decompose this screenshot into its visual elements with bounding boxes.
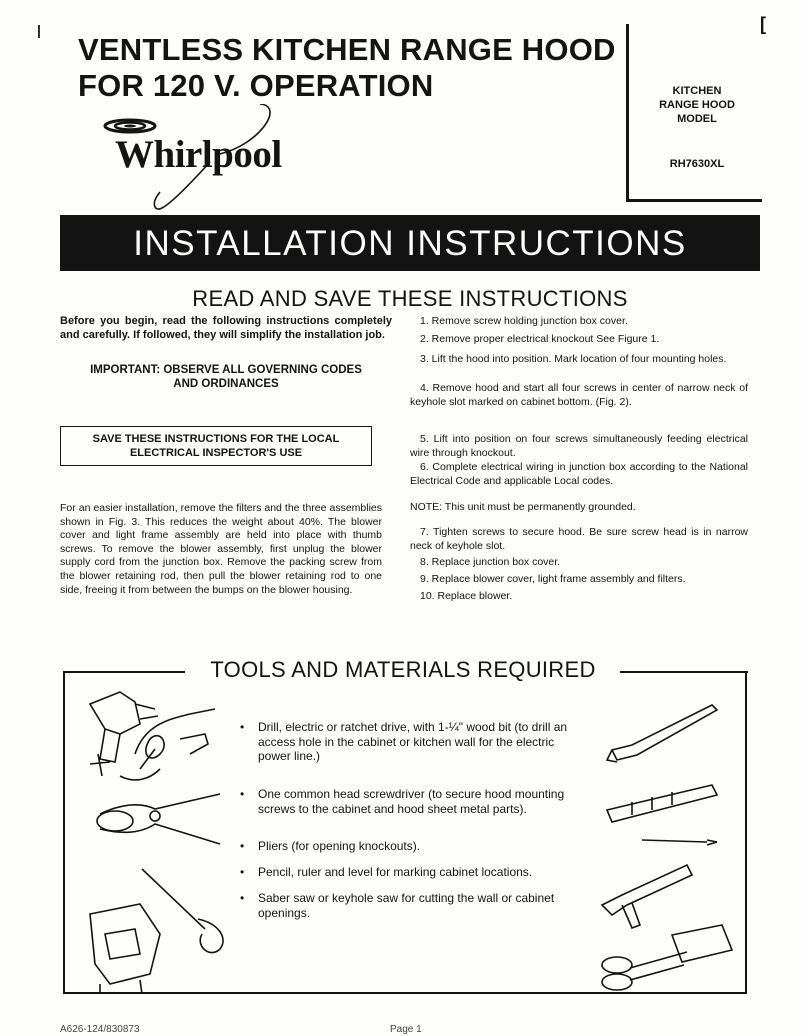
- model-label: [629, 84, 765, 126]
- step-3: 3. Lift the hood into position. Mark location of four mounting holes.: [420, 353, 727, 365]
- tools-top-rule-right: [620, 671, 748, 673]
- save-box-line-1: SAVE THESE INSTRUCTIONS FOR THE LOCAL: [92, 433, 340, 445]
- step-1-text: 1. Remove screw holding junction box cover.: [420, 315, 628, 327]
- step-1: [410, 315, 748, 329]
- tool-illustrations-left: [80, 684, 230, 994]
- grounding-note: NOTE: This unit must be permanently grounded.: [410, 501, 636, 513]
- scan-mark: [: [760, 14, 766, 34]
- step-7: 7. Tighten screws to secure hood. Be sure screw head is in narrow neck of keyhole slot.: [410, 526, 748, 552]
- title-line-2: FOR 120 V. OPERATION: [78, 68, 434, 103]
- bullet: •: [240, 839, 245, 853]
- step-6: 6. Complete electrical wiring in junction box according to the National Electrical Code and applicable Local codes.: [410, 461, 748, 487]
- step-8: [410, 556, 748, 570]
- step-2-text: 2. Remove proper electrical knockout See Figure 1.: [420, 333, 660, 345]
- pliers-icon: [97, 794, 220, 844]
- save-instructions-box: [60, 426, 372, 466]
- keyhole-saw-icon: [142, 869, 223, 953]
- step-9: [410, 573, 748, 587]
- tool-text-pencil: Pencil, ruler and level for marking cabinet locations.: [258, 865, 533, 879]
- model-label-line-1: KITCHEN: [672, 85, 722, 97]
- brand-name: Whirlpool: [115, 133, 282, 176]
- step-10-text: 10. Replace blower.: [420, 590, 513, 602]
- page-number: Page 1: [390, 1024, 422, 1035]
- saber-saw-icon: [90, 904, 160, 994]
- left-column: [60, 314, 392, 391]
- read-save-heading: READ AND SAVE THESE INSTRUCTIONS: [192, 286, 628, 311]
- document-code: A626-124/830873: [60, 1024, 140, 1035]
- caulk-gun-icon: [602, 865, 692, 928]
- level-ruler-icon: [607, 785, 717, 845]
- model-number: RH7630XL: [669, 158, 725, 170]
- important-line-1: IMPORTANT: OBSERVE ALL GOVERNING CODES: [90, 364, 362, 376]
- tools-heading: TOOLS AND MATERIALS REQUIRED: [190, 657, 616, 683]
- whirlpool-logo: [100, 104, 300, 214]
- bullet: •: [240, 891, 245, 905]
- tool-item-drill: [240, 720, 585, 764]
- tool-item-screwdriver: [240, 787, 585, 816]
- tool-item-pliers: [240, 839, 585, 854]
- drill-icon: [90, 692, 215, 780]
- model-label-line-3: MODEL: [677, 113, 717, 125]
- step-5: 5. Lift into position on four screws simultaneously feeding electrical wire through knockout.: [410, 433, 748, 459]
- bullet: •: [240, 720, 245, 734]
- important-line-2: AND ORDINANCES: [173, 378, 279, 390]
- step-2: [410, 333, 748, 347]
- tape-scissors-icon: [602, 925, 732, 990]
- model-box: [626, 24, 762, 202]
- tool-text-screwdriver: One common head screwdriver (to secure hood mounting screws to the cabinet and hood sheet metal parts).: [258, 787, 565, 816]
- important-notice: [60, 363, 392, 391]
- tool-illustrations-right: [592, 690, 742, 995]
- scan-mark: |: [37, 22, 41, 38]
- tool-text-pliers: Pliers (for opening knockouts).: [258, 839, 421, 853]
- bullet: •: [240, 865, 245, 879]
- tool-item-pencil: [240, 865, 585, 880]
- tool-text-drill: Drill, electric or ratchet drive, with 1-¼" wood bit (to drill an access hole in the cabinet or kitchen wall for the electric power line.): [258, 720, 568, 763]
- step-9-text: 9. Replace blower cover, light frame assembly and filters.: [420, 573, 686, 585]
- screwdriver-icon: [607, 705, 717, 762]
- step-8-text: 8. Replace junction box cover.: [420, 556, 561, 568]
- title-line-1: VENTLESS KITCHEN RANGE HOOD: [78, 32, 616, 67]
- bullet: •: [240, 787, 245, 801]
- tools-top-rule-left: [63, 671, 185, 673]
- step-10: [410, 590, 748, 604]
- tool-text-saw: Saber saw or keyhole saw for cutting the wall or cabinet openings.: [258, 891, 555, 920]
- installation-banner: INSTALLATION INSTRUCTIONS: [60, 215, 760, 271]
- intro-text: Before you begin, read the following instructions completely and carefully. If followed, they will simplify the installation job.: [60, 315, 392, 341]
- save-box-line-2: ELECTRICAL INSPECTOR'S USE: [129, 447, 303, 459]
- preparation-paragraph: For an easier installation, remove the filters and the three assemblies shown in Fig. 3. This reduces the weight about 40%. The blower cover and light frame assembly are held into place with thumb screws. To remove the blower assembly, first unplug the blower supply cord from the junction box. Remove the packing screw from the blower retaining rod, then pull the blower retaining rod to one side, freeing it from between the bumps on the blower housing.: [60, 502, 382, 596]
- step-4: 4. Remove hood and start all four screws in center of narrow neck of keyhole slot marked on cabinet bottom. (Fig. 2).: [410, 382, 748, 408]
- tool-item-saw: [240, 891, 585, 920]
- model-label-line-2: RANGE HOOD: [659, 99, 735, 111]
- document-title: [78, 32, 638, 104]
